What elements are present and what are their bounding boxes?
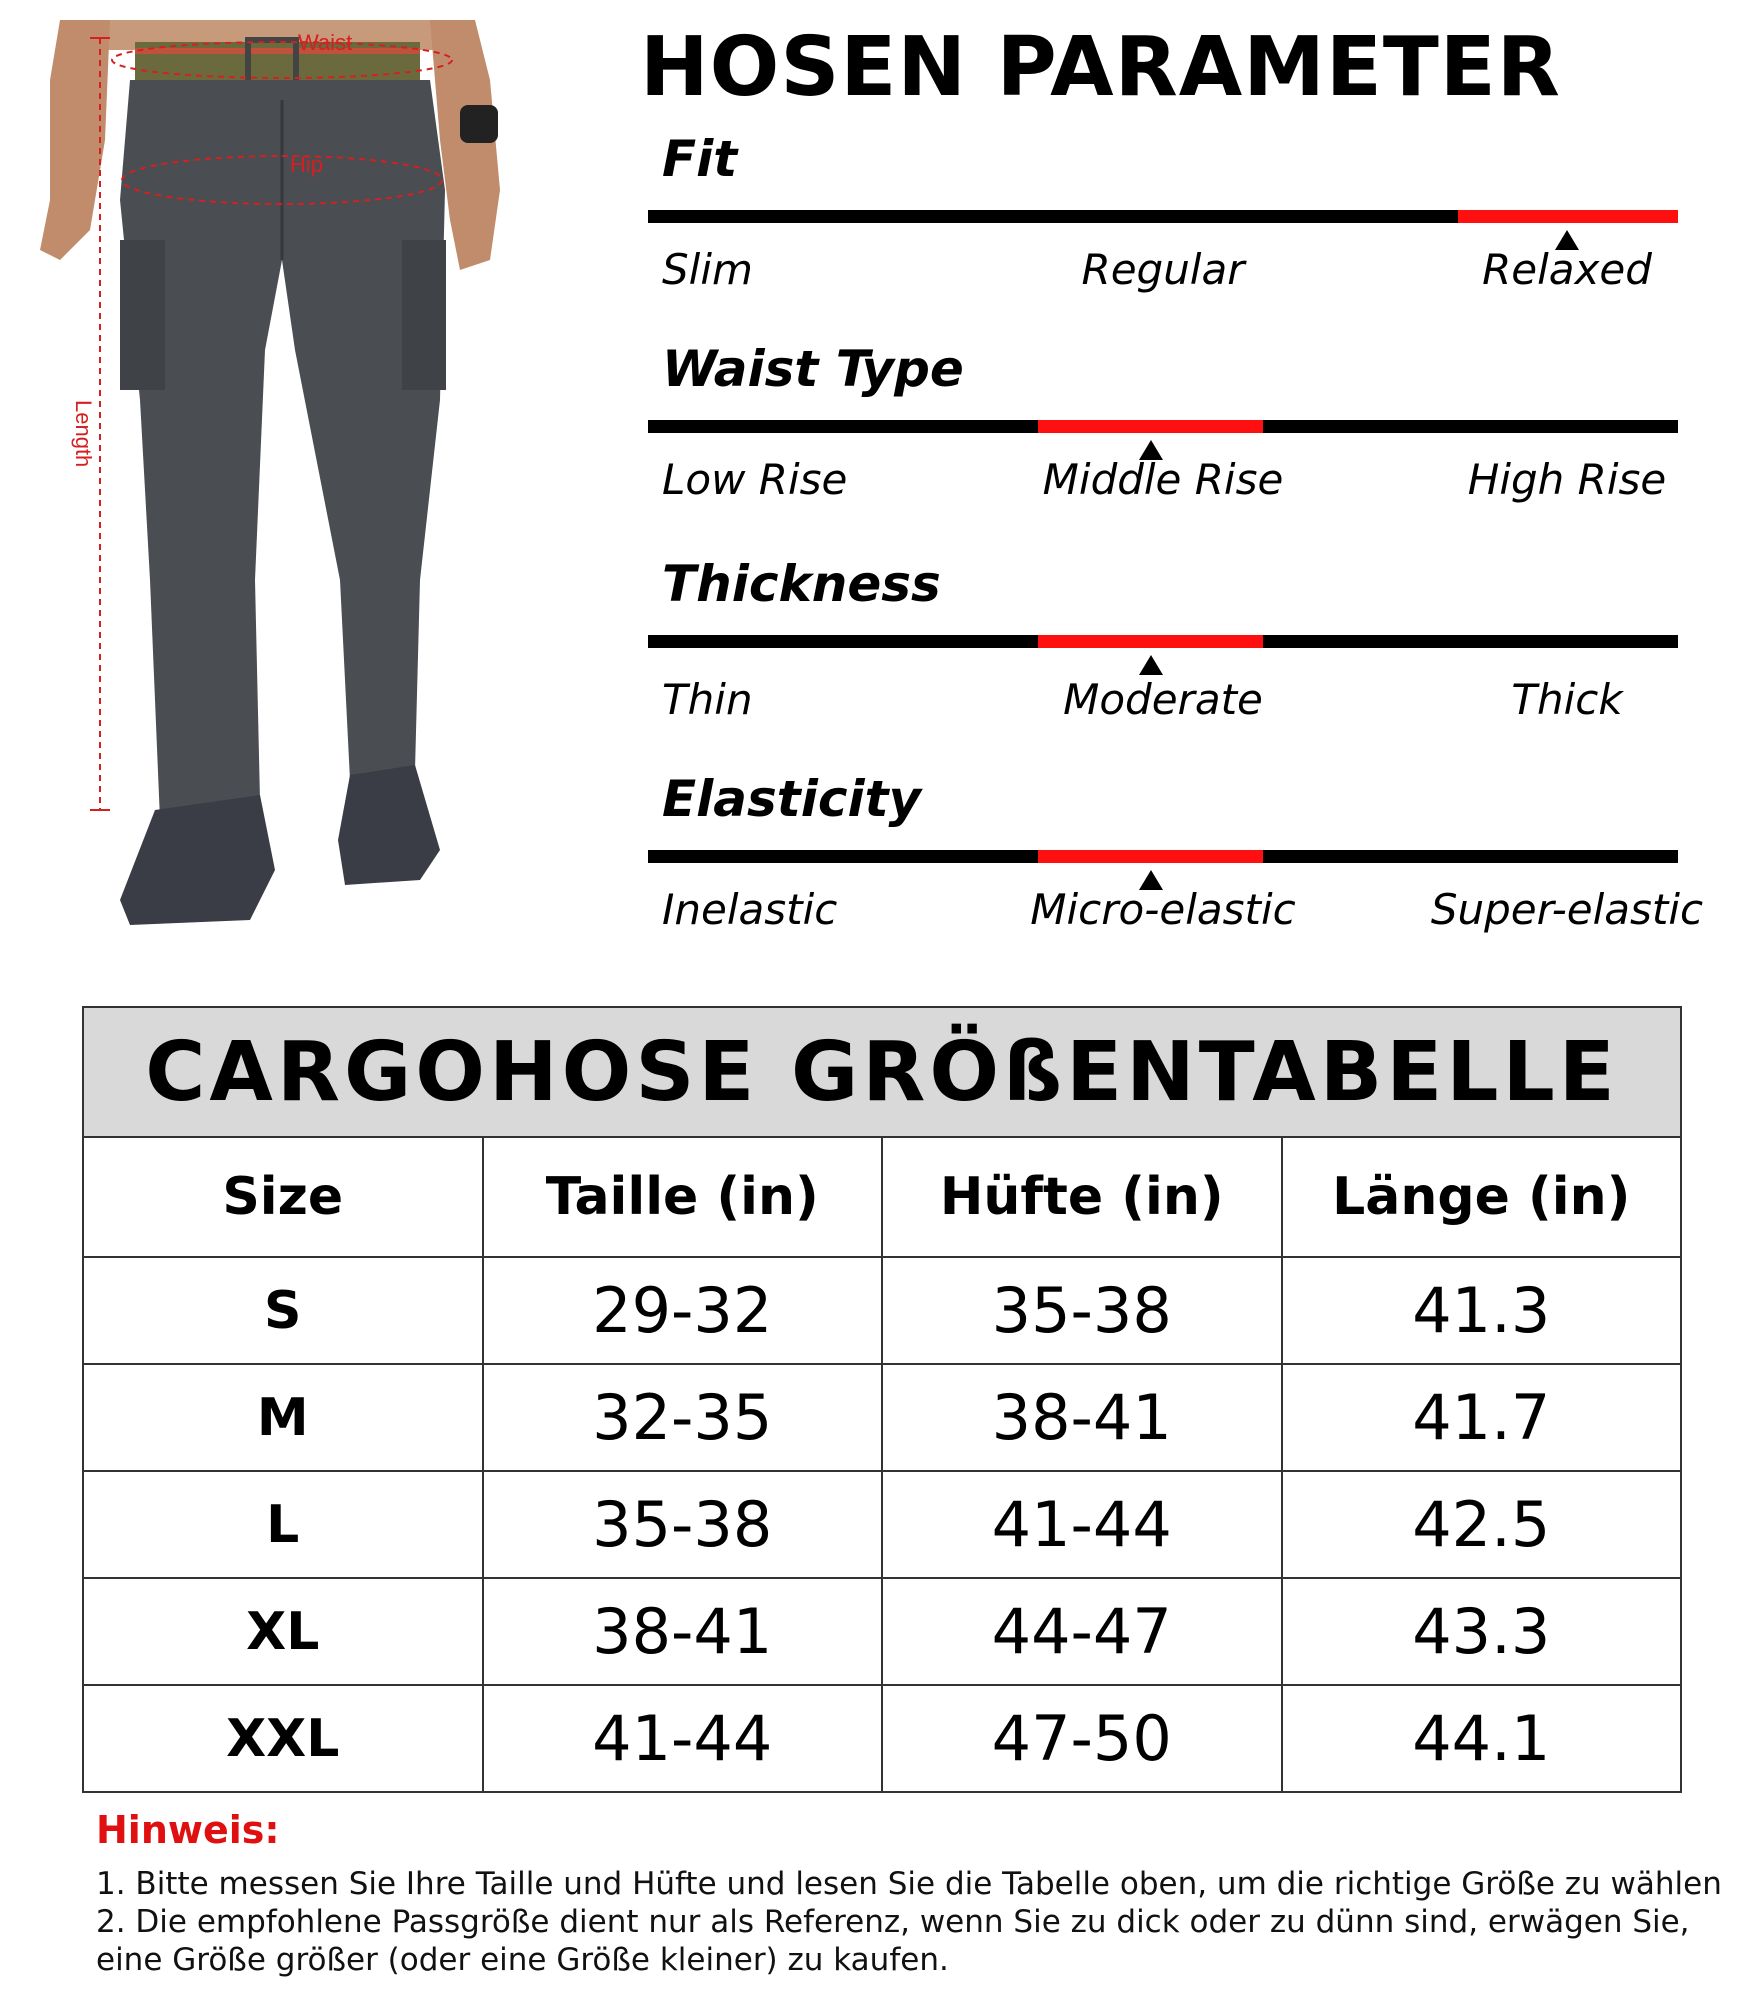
hip-cell: 35-38 — [882, 1257, 1282, 1364]
length-cell: 41.3 — [1282, 1257, 1682, 1364]
column-header-length: Länge (in) — [1282, 1137, 1682, 1257]
param-scale-bar — [648, 210, 1678, 223]
table-row — [83, 1257, 1681, 1364]
param-elasticity — [648, 770, 1704, 980]
hip-cell: 44-47 — [882, 1578, 1282, 1685]
size-cell: M — [83, 1364, 483, 1471]
option-thin: Thin — [662, 675, 753, 724]
param-heading: Waist Type — [662, 340, 964, 398]
option-thick: Thick — [1511, 675, 1623, 724]
selected-marker-icon — [1139, 655, 1163, 675]
option-middle-rise: Middle Rise — [1042, 455, 1284, 504]
option-regular: Regular — [1081, 245, 1245, 294]
table-row — [83, 1364, 1681, 1471]
note-line-1: 1. Bitte messen Sie Ihre Taille und Hüfte und lesen Sie die Tabelle oben, um die richtige Größe zu wählen — [96, 1866, 1722, 1902]
option-micro-elastic: Micro-elastic — [1030, 885, 1296, 934]
length-cell: 41.7 — [1282, 1364, 1682, 1471]
table-title: CARGOHOSE GRÖßENTABELLE — [83, 1007, 1681, 1137]
size-cell: L — [83, 1471, 483, 1578]
param-scale-bar — [648, 420, 1678, 433]
table-row — [83, 1685, 1681, 1792]
waist-cell: 41-44 — [483, 1685, 883, 1792]
param-highlight — [1458, 210, 1678, 223]
note-title: Hinweis: — [96, 1808, 280, 1852]
hip-cell: 41-44 — [882, 1471, 1282, 1578]
param-scale-bar — [648, 635, 1678, 648]
param-heading: Elasticity — [662, 770, 922, 828]
waist-cell: 29-32 — [483, 1257, 883, 1364]
option-low-rise: Low Rise — [662, 455, 848, 504]
column-header-size: Size — [83, 1137, 483, 1257]
option-moderate: Moderate — [1063, 675, 1263, 724]
option-relaxed: Relaxed — [1482, 245, 1652, 294]
length-cell: 42.5 — [1282, 1471, 1682, 1578]
right-cargo-pocket — [402, 240, 446, 390]
size-cell: XL — [83, 1578, 483, 1685]
param-highlight — [1038, 850, 1263, 863]
params-title: HOSEN PARAMETER — [640, 20, 1561, 115]
table-row — [83, 1471, 1681, 1578]
option-slim: Slim — [662, 245, 753, 294]
hip-cell: 47-50 — [882, 1685, 1282, 1792]
left-cargo-pocket — [120, 240, 165, 390]
param-highlight — [1038, 420, 1263, 433]
waist-cell: 35-38 — [483, 1471, 883, 1578]
option-super-elastic: Super-elastic — [1430, 885, 1704, 934]
hip-cell: 38-41 — [882, 1364, 1282, 1471]
length-cell: 43.3 — [1282, 1578, 1682, 1685]
waist-label: Waist — [298, 30, 353, 55]
size-cell: S — [83, 1257, 483, 1364]
param-waist-type — [648, 340, 1688, 550]
watch-icon — [460, 105, 498, 143]
right-shoe — [338, 765, 440, 885]
param-fit — [648, 130, 1688, 340]
column-header-hip: Hüfte (in) — [882, 1137, 1282, 1257]
size-cell: XXL — [83, 1685, 483, 1792]
param-heading: Fit — [662, 130, 738, 188]
hip-label: Hip — [290, 152, 324, 177]
waist-cell: 38-41 — [483, 1578, 883, 1685]
param-thickness — [648, 555, 1688, 765]
table-row — [83, 1578, 1681, 1685]
cargo-pants-photo — [20, 20, 500, 940]
note-line-3: eine Größe größer (oder eine Größe kleiner) zu kaufen. — [96, 1942, 949, 1978]
param-highlight — [1038, 635, 1263, 648]
column-header-waist: Taille (in) — [483, 1137, 883, 1257]
option-inelastic: Inelastic — [662, 885, 838, 934]
length-cell: 44.1 — [1282, 1685, 1682, 1792]
option-high-rise: High Rise — [1467, 455, 1667, 504]
waist-cell: 32-35 — [483, 1364, 883, 1471]
size-table — [82, 1006, 1682, 1793]
note-line-2: 2. Die empfohlene Passgröße dient nur als Referenz, wenn Sie zu dick oder zu dünn sind, erwägen Sie, — [96, 1904, 1690, 1940]
param-scale-bar — [648, 850, 1678, 863]
param-heading: Thickness — [662, 555, 941, 613]
length-label: Length — [71, 400, 96, 468]
left-shoe — [120, 795, 275, 925]
